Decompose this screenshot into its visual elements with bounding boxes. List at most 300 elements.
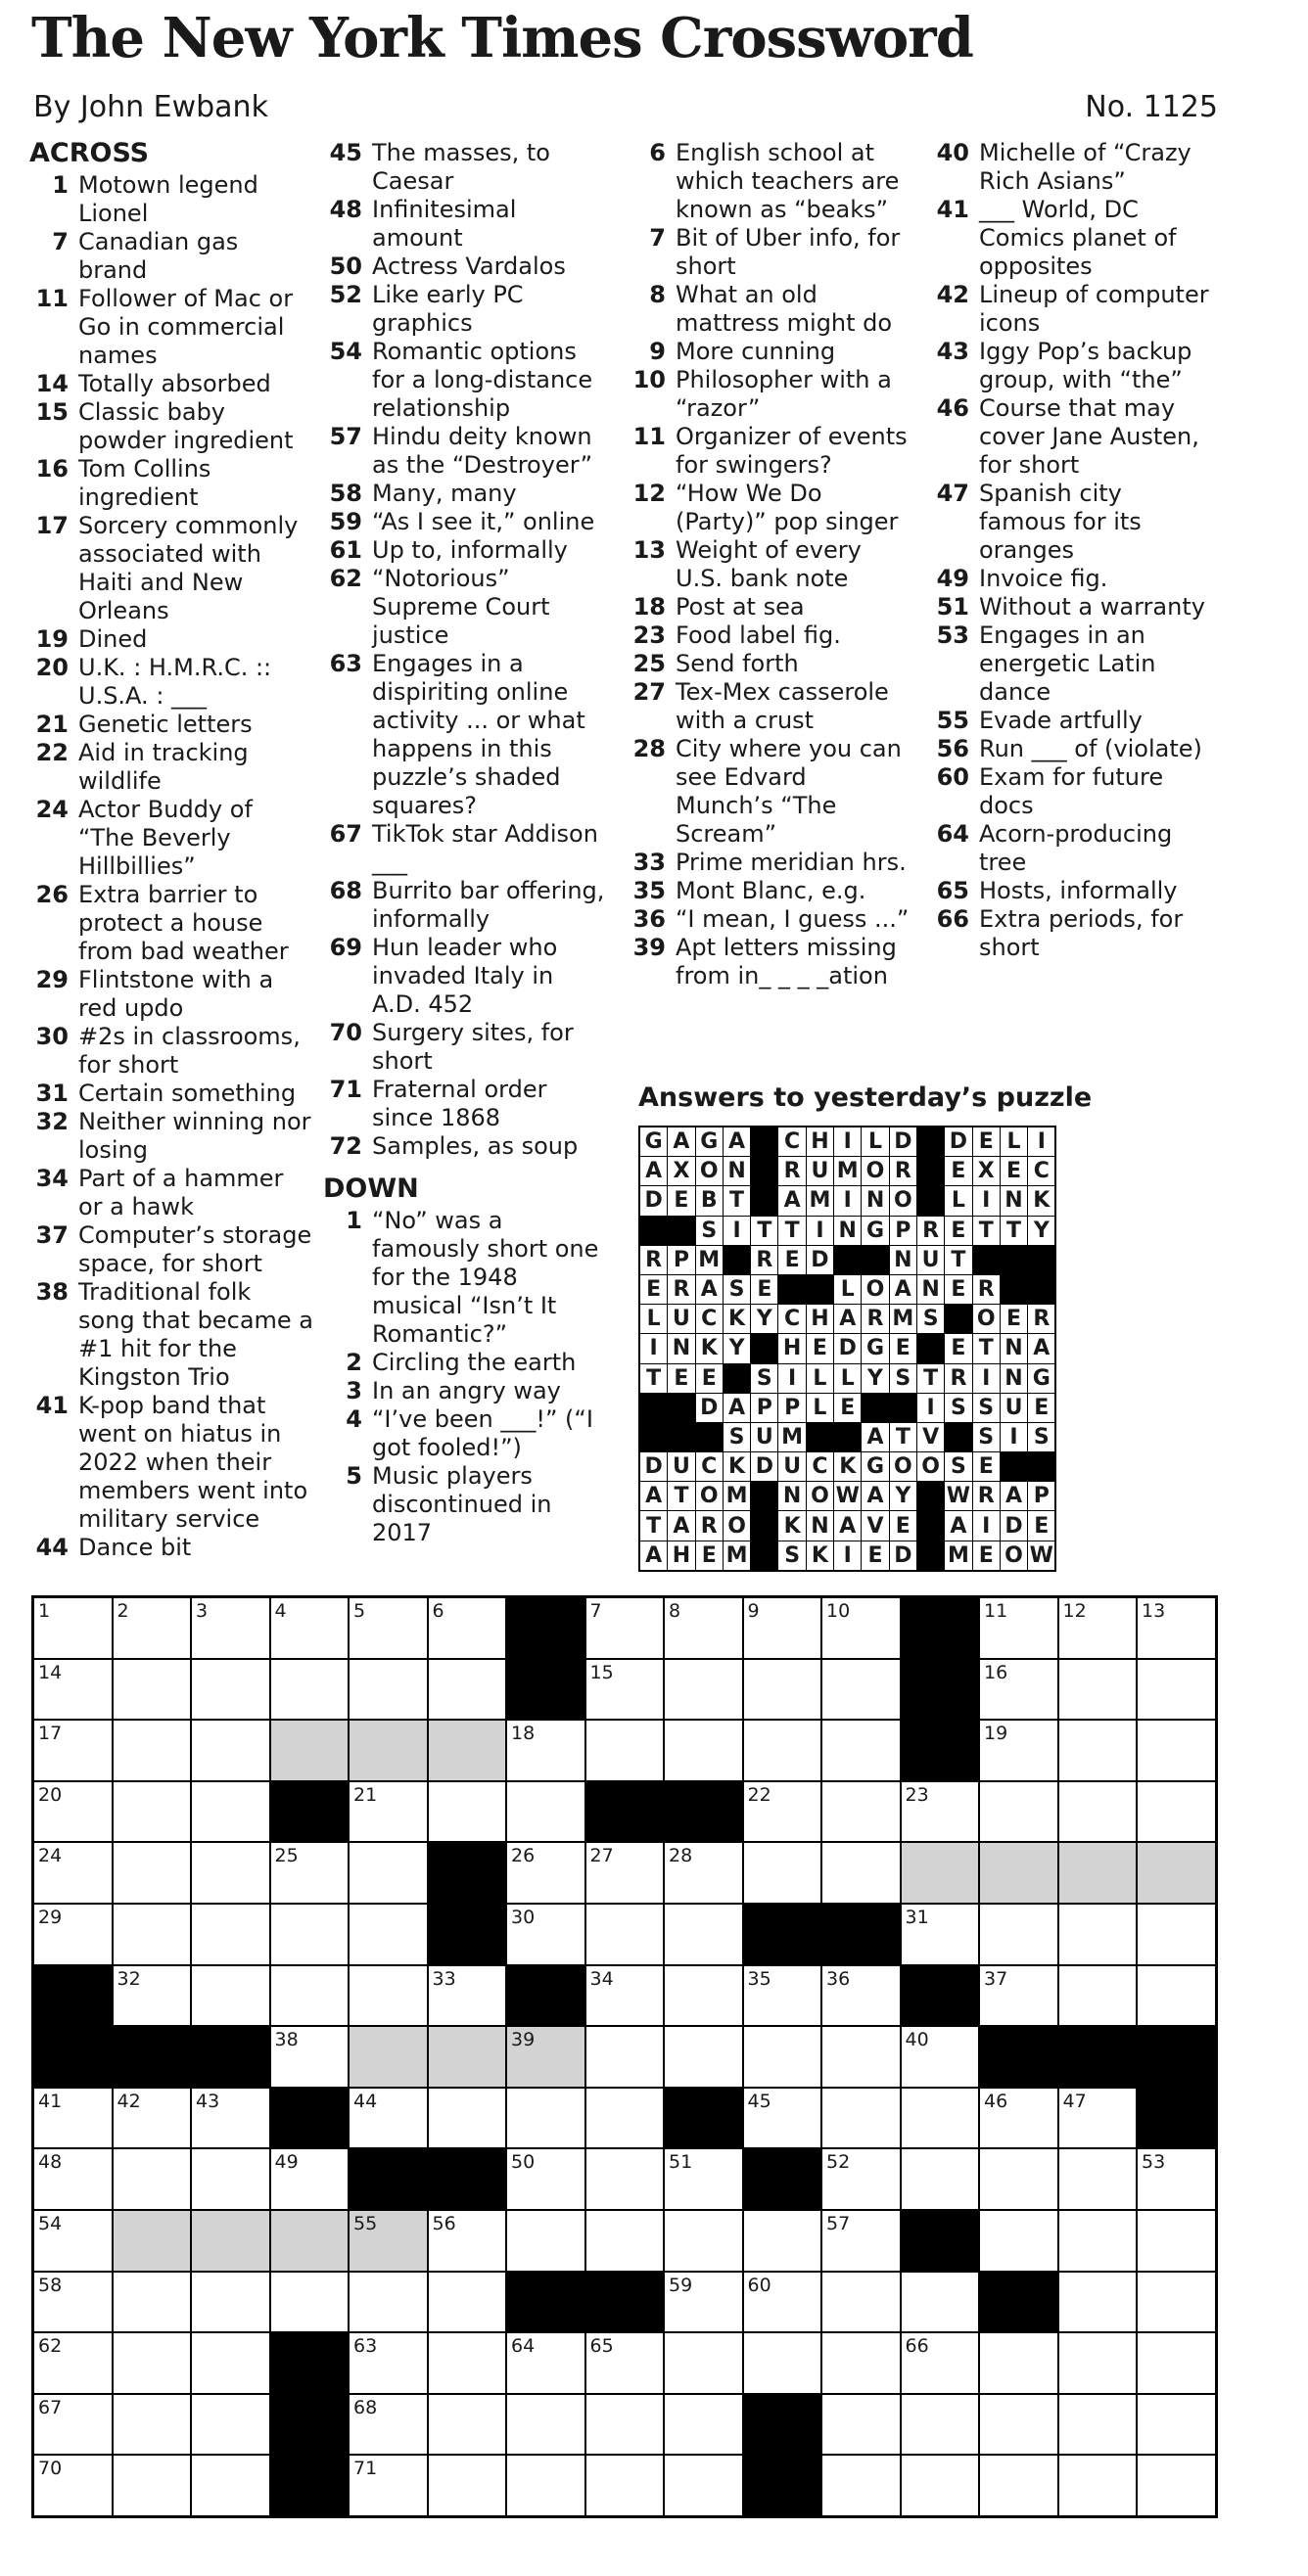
- grid-cell[interactable]: [586, 1721, 664, 1780]
- answer-letter: H: [668, 1541, 694, 1570]
- shaded-cell[interactable]: [1138, 1843, 1215, 1903]
- grid-cell[interactable]: [586, 2211, 664, 2271]
- grid-cell[interactable]: [1059, 1721, 1137, 1780]
- grid-cell[interactable]: [34, 1782, 112, 1842]
- answer-letter: E: [973, 1127, 1000, 1156]
- clue-number: 54: [329, 338, 362, 365]
- grid-cell[interactable]: [902, 2395, 979, 2455]
- grid-cell[interactable]: [114, 1660, 191, 1720]
- answer-letter: T: [973, 1217, 1000, 1245]
- clue-item: [29, 625, 313, 654]
- answer-letter: C: [778, 1305, 805, 1333]
- grid-cell[interactable]: [429, 2456, 506, 2515]
- grid-cell[interactable]: [429, 2395, 506, 2455]
- answer-letter: N: [834, 1217, 861, 1245]
- grid-cell[interactable]: [980, 2211, 1057, 2271]
- answer-black-square: [917, 1127, 944, 1156]
- grid-cell[interactable]: [1059, 1660, 1137, 1720]
- grid-cell[interactable]: [902, 2089, 979, 2148]
- grid-cell[interactable]: [34, 1598, 112, 1658]
- cell-number: 28: [669, 1845, 693, 1867]
- clue-text: K-pop band that went on hiatus in 2022 when their members went into military service: [78, 1392, 308, 1533]
- grid-cell[interactable]: [586, 2333, 664, 2393]
- grid-cell[interactable]: [1138, 2395, 1215, 2455]
- clue-item: [627, 849, 911, 877]
- shaded-cell[interactable]: [192, 2211, 269, 2271]
- grid-cell[interactable]: [507, 1782, 584, 1842]
- shaded-cell[interactable]: [350, 2027, 427, 2087]
- grid-cell[interactable]: [192, 2273, 269, 2332]
- grid-cell[interactable]: [665, 1660, 742, 1720]
- answer-black-square: [1028, 1275, 1054, 1304]
- grid-cell[interactable]: [902, 1905, 979, 1964]
- grid-cell[interactable]: [1059, 1966, 1137, 2026]
- grid-cell[interactable]: [980, 1660, 1057, 1720]
- grid-cell[interactable]: [192, 2089, 269, 2148]
- grid-cell[interactable]: [507, 2089, 584, 2148]
- grid-cell[interactable]: [1059, 1782, 1137, 1842]
- clue-text: Samples, as soup: [372, 1132, 579, 1160]
- grid-cell[interactable]: [586, 1905, 664, 1964]
- grid-cell[interactable]: [507, 2395, 584, 2455]
- grid-cell[interactable]: [271, 1598, 349, 1658]
- grid-cell[interactable]: [665, 1966, 742, 2026]
- grid-cell[interactable]: [665, 1905, 742, 1964]
- black-square: [1138, 2089, 1215, 2148]
- grid-cell[interactable]: [271, 2273, 349, 2332]
- answer-black-square: [751, 1157, 777, 1185]
- clue-number: 64: [936, 820, 969, 848]
- clue-number: 13: [632, 536, 666, 564]
- clue-text: TikTok star Addison ___: [372, 820, 598, 876]
- answer-letter: E: [1028, 1394, 1054, 1422]
- grid-cell[interactable]: [744, 1598, 821, 1658]
- grid-cell[interactable]: [980, 1966, 1057, 2026]
- answer-letter: A: [640, 1482, 667, 1510]
- grid-cell[interactable]: [902, 2333, 979, 2393]
- grid-cell[interactable]: [350, 1843, 427, 1903]
- grid-cell[interactable]: [744, 1843, 821, 1903]
- clue-number: 63: [329, 650, 362, 677]
- shaded-cell[interactable]: [271, 2211, 349, 2271]
- grid-cell[interactable]: [350, 2273, 427, 2332]
- clue-number: 32: [35, 1108, 69, 1135]
- clue-text: Actress Vardalos: [372, 253, 566, 280]
- grid-cell[interactable]: [586, 1660, 664, 1720]
- clue-number: 1: [346, 1207, 362, 1234]
- grid-cell[interactable]: [429, 1966, 506, 2026]
- grid-cell[interactable]: [1059, 2395, 1137, 2455]
- grid-cell[interactable]: [1059, 2211, 1137, 2271]
- grid-cell[interactable]: [114, 2333, 191, 2393]
- clue-item: [323, 1132, 607, 1161]
- answer-letter: T: [668, 1482, 694, 1510]
- grid-cell[interactable]: [350, 1905, 427, 1964]
- grid-cell[interactable]: [271, 1843, 349, 1903]
- grid-cell[interactable]: [114, 1721, 191, 1780]
- grid-cell[interactable]: [114, 2149, 191, 2209]
- grid-cell[interactable]: [744, 2333, 821, 2393]
- answer-letter: O: [917, 1452, 944, 1481]
- answer-letter: D: [751, 1452, 777, 1481]
- grid-cell[interactable]: [822, 2395, 900, 2455]
- grid-cell[interactable]: [192, 2456, 269, 2515]
- black-square: [271, 1782, 349, 1842]
- clue-text: English school at which teachers are known as “beaks”: [676, 139, 900, 223]
- grid-cell[interactable]: [980, 1905, 1057, 1964]
- answer-letter: R: [917, 1217, 944, 1245]
- grid-cell[interactable]: [586, 1966, 664, 2026]
- grid-cell[interactable]: [34, 2149, 112, 2209]
- grid-cell[interactable]: [271, 2149, 349, 2209]
- grid-cell[interactable]: [665, 2211, 742, 2271]
- clue-item: [627, 593, 911, 621]
- grid-cell[interactable]: [34, 2395, 112, 2455]
- answer-letter: S: [973, 1423, 1000, 1451]
- grid-cell[interactable]: [350, 2333, 427, 2393]
- grid-cell[interactable]: [586, 2456, 664, 2515]
- cell-number: 27: [589, 1845, 614, 1867]
- grid-cell[interactable]: [744, 2273, 821, 2332]
- grid-cell[interactable]: [350, 2089, 427, 2148]
- answers-title: Answers to yesterday’s puzzle: [638, 1082, 1093, 1113]
- grid-cell[interactable]: [1138, 1782, 1215, 1842]
- answer-letter: R: [862, 1305, 888, 1333]
- cell-number: 24: [38, 1845, 63, 1867]
- shaded-cell[interactable]: [980, 1843, 1057, 1903]
- grid-cell[interactable]: [34, 1905, 112, 1964]
- cell-number: 39: [511, 2029, 536, 2051]
- grid-cell[interactable]: [350, 1660, 427, 1720]
- grid-cell[interactable]: [34, 2089, 112, 2148]
- grid-cell[interactable]: [1138, 2333, 1215, 2393]
- grid-cell[interactable]: [34, 1843, 112, 1903]
- cell-number: 23: [905, 1783, 929, 1806]
- clue-item: [627, 934, 911, 990]
- grid-cell[interactable]: [507, 1721, 584, 1780]
- answer-black-square: [917, 1186, 944, 1215]
- grid-cell[interactable]: [350, 1782, 427, 1842]
- grid-cell[interactable]: [192, 1905, 269, 1964]
- answer-letter: I: [917, 1394, 944, 1422]
- answer-letter: N: [724, 1157, 750, 1185]
- answer-letter: D: [834, 1334, 861, 1362]
- grid-cell[interactable]: [34, 2273, 112, 2332]
- grid-cell[interactable]: [429, 1782, 506, 1842]
- answer-letter: R: [1028, 1305, 1054, 1333]
- grid-cell[interactable]: [34, 2211, 112, 2271]
- cell-number: 44: [353, 2090, 378, 2112]
- clue-number: 56: [936, 735, 969, 762]
- grid-cell[interactable]: [350, 1598, 427, 1658]
- shaded-cell[interactable]: [507, 2027, 584, 2087]
- grid-cell[interactable]: [192, 1660, 269, 1720]
- grid-cell[interactable]: [822, 2273, 900, 2332]
- grid-cell[interactable]: [822, 1843, 900, 1903]
- cell-number: 20: [38, 1783, 63, 1806]
- grid-cell[interactable]: [980, 2149, 1057, 2209]
- clue-number: 29: [35, 966, 69, 993]
- grid-cell[interactable]: [192, 1966, 269, 2026]
- grid-cell[interactable]: [507, 1843, 584, 1903]
- grid-cell[interactable]: [665, 2027, 742, 2087]
- grid-cell[interactable]: [822, 1782, 900, 1842]
- grid-cell[interactable]: [34, 2333, 112, 2393]
- clue-item: [29, 512, 313, 625]
- grid-cell[interactable]: [429, 1598, 506, 1658]
- grid-cell[interactable]: [980, 2333, 1057, 2393]
- grid-cell[interactable]: [822, 2456, 900, 2515]
- grid-cell[interactable]: [980, 2089, 1057, 2148]
- clue-text: Traditional folk song that became a #1 hit for the Kingston Trio: [78, 1278, 314, 1391]
- grid-cell[interactable]: [1138, 1598, 1215, 1658]
- grid-cell[interactable]: [114, 2273, 191, 2332]
- grid-cell[interactable]: [1059, 2149, 1137, 2209]
- grid-cell[interactable]: [1138, 1721, 1215, 1780]
- grid-cell[interactable]: [34, 2456, 112, 2515]
- clue-item: [29, 228, 313, 285]
- answer-letter: P: [668, 1246, 694, 1274]
- grid-cell[interactable]: [429, 2333, 506, 2393]
- grid-cell[interactable]: [665, 2149, 742, 2209]
- cell-number: 31: [905, 1906, 929, 1928]
- clue-item: [627, 480, 911, 536]
- clue-number: 14: [35, 370, 69, 397]
- answer-letter: R: [640, 1246, 667, 1274]
- grid-cell[interactable]: [192, 2149, 269, 2209]
- cell-number: 11: [984, 1600, 1008, 1622]
- grid-cell[interactable]: [665, 1598, 742, 1658]
- grid-cell[interactable]: [429, 1660, 506, 1720]
- grid-cell[interactable]: [902, 1782, 979, 1842]
- cell-number: 58: [38, 2274, 63, 2296]
- answer-letter: R: [973, 1482, 1000, 1510]
- clue-item: [627, 536, 911, 593]
- grid-cell[interactable]: [665, 2395, 742, 2455]
- answer-letter: B: [696, 1186, 723, 1215]
- grid-cell[interactable]: [350, 1966, 427, 2026]
- clue-number: 28: [632, 735, 666, 762]
- grid-cell[interactable]: [586, 2089, 664, 2148]
- clue-text: Course that may cover Jane Austen, for short: [979, 394, 1199, 479]
- shaded-cell[interactable]: [350, 2211, 427, 2271]
- clue-item: [29, 455, 313, 512]
- grid-cell[interactable]: [980, 2456, 1057, 2515]
- grid-cell[interactable]: [1059, 2089, 1137, 2148]
- clue-text: Many, many: [372, 480, 517, 507]
- shaded-cell[interactable]: [271, 1721, 349, 1780]
- grid-cell[interactable]: [114, 1843, 191, 1903]
- grid-cell[interactable]: [744, 2089, 821, 2148]
- answer-letter: D: [890, 1127, 916, 1156]
- grid-cell[interactable]: [1138, 2211, 1215, 2271]
- grid-cell[interactable]: [586, 2027, 664, 2087]
- grid-cell[interactable]: [902, 2149, 979, 2209]
- shaded-cell[interactable]: [902, 1843, 979, 1903]
- clue-number: 11: [35, 285, 69, 312]
- clue-item: [627, 338, 911, 366]
- grid-cell[interactable]: [980, 1782, 1057, 1842]
- grid-cell[interactable]: [586, 1598, 664, 1658]
- grid-cell[interactable]: [822, 2211, 900, 2271]
- clue-text: ___ World, DC Comics planet of opposites: [979, 196, 1177, 280]
- answer-black-square: [945, 1423, 971, 1451]
- grid-cell[interactable]: [114, 1905, 191, 1964]
- answer-letter: A: [862, 1482, 888, 1510]
- grid-cell[interactable]: [822, 2089, 900, 2148]
- grid-cell[interactable]: [114, 2395, 191, 2455]
- grid-cell[interactable]: [1138, 1660, 1215, 1720]
- grid-cell[interactable]: [350, 2395, 427, 2455]
- cell-number: 40: [905, 2029, 929, 2051]
- clue-number: 9: [649, 338, 666, 365]
- clue-text: Spanish city famous for its oranges: [979, 480, 1142, 564]
- answer-letter: M: [890, 1305, 916, 1333]
- grid-cell[interactable]: [744, 2211, 821, 2271]
- shaded-cell[interactable]: [350, 1721, 427, 1780]
- grid-cell[interactable]: [1059, 2333, 1137, 2393]
- answer-letter: E: [973, 1452, 1000, 1481]
- grid-cell[interactable]: [271, 1905, 349, 1964]
- grid-cell[interactable]: [665, 1843, 742, 1903]
- answer-black-square: [1028, 1452, 1054, 1481]
- clue-number: 5: [346, 1462, 362, 1490]
- answer-letter: E: [834, 1394, 861, 1422]
- clue-item: [627, 224, 911, 281]
- grid-cell[interactable]: [665, 1721, 742, 1780]
- grid-cell[interactable]: [1059, 2273, 1137, 2332]
- grid-cell[interactable]: [271, 2027, 349, 2087]
- shaded-cell[interactable]: [1059, 1843, 1137, 1903]
- grid-cell[interactable]: [665, 2456, 742, 2515]
- grid-cell[interactable]: [429, 2211, 506, 2271]
- black-square: [586, 2273, 664, 2332]
- grid-cell[interactable]: [822, 1598, 900, 1658]
- shaded-cell[interactable]: [429, 1721, 506, 1780]
- grid-cell[interactable]: [980, 1721, 1057, 1780]
- grid-cell[interactable]: [34, 1721, 112, 1780]
- grid-cell[interactable]: [429, 2089, 506, 2148]
- grid-cell[interactable]: [822, 2027, 900, 2087]
- answer-letter: C: [807, 1452, 833, 1481]
- black-square: [744, 2395, 821, 2455]
- clue-text: Totally absorbed: [78, 370, 271, 397]
- grid-cell[interactable]: [507, 1905, 584, 1964]
- grid-cell[interactable]: [192, 1782, 269, 1842]
- answer-black-square: [751, 1127, 777, 1156]
- grid-cell[interactable]: [980, 1598, 1057, 1658]
- grid-cell[interactable]: [192, 1721, 269, 1780]
- cell-number: 45: [747, 2090, 771, 2112]
- grid-cell[interactable]: [586, 2395, 664, 2455]
- grid-cell[interactable]: [192, 1598, 269, 1658]
- shaded-cell[interactable]: [114, 2211, 191, 2271]
- grid-cell[interactable]: [822, 1721, 900, 1780]
- answer-black-square: [640, 1217, 667, 1245]
- grid-cell[interactable]: [1138, 2149, 1215, 2209]
- grid-cell[interactable]: [507, 2456, 584, 2515]
- clue-number: 62: [329, 565, 362, 592]
- answer-black-square: [724, 1364, 750, 1393]
- grid-cell[interactable]: [822, 1660, 900, 1720]
- answer-letter: Y: [862, 1364, 888, 1393]
- black-square: [902, 1721, 979, 1780]
- grid-cell[interactable]: [114, 1782, 191, 1842]
- grid-cell[interactable]: [114, 1598, 191, 1658]
- grid-cell[interactable]: [34, 1660, 112, 1720]
- clue-item: [323, 536, 607, 565]
- grid-cell[interactable]: [507, 2149, 584, 2209]
- grid-cell[interactable]: [271, 1966, 349, 2026]
- cell-number: 29: [38, 1906, 63, 1928]
- grid-cell[interactable]: [980, 2395, 1057, 2455]
- answer-black-square: [807, 1275, 833, 1304]
- grid-cell[interactable]: [1138, 1905, 1215, 1964]
- grid-cell[interactable]: [822, 2333, 900, 2393]
- grid-cell[interactable]: [586, 2149, 664, 2209]
- clue-item: [323, 139, 607, 196]
- clue-number: 72: [329, 1132, 362, 1160]
- grid-cell[interactable]: [744, 1966, 821, 2026]
- grid-cell[interactable]: [271, 1660, 349, 1720]
- grid-cell[interactable]: [192, 2333, 269, 2393]
- answer-letter: G: [640, 1127, 667, 1156]
- grid-cell[interactable]: [114, 1966, 191, 2026]
- grid-cell[interactable]: [192, 1843, 269, 1903]
- clue-text: Sorcery commonly associated with Haiti and New Orleans: [78, 512, 299, 624]
- grid-cell[interactable]: [1138, 2456, 1215, 2515]
- grid-cell[interactable]: [1059, 1905, 1137, 1964]
- answer-letter: C: [696, 1305, 723, 1333]
- clue-number: 22: [35, 739, 69, 766]
- grid-cell[interactable]: [665, 2273, 742, 2332]
- grid-cell[interactable]: [350, 2456, 427, 2515]
- grid-cell[interactable]: [744, 1721, 821, 1780]
- clue-text: Neither winning nor losing: [78, 1108, 311, 1164]
- answer-letter: L: [862, 1127, 888, 1156]
- grid-cell[interactable]: [744, 1782, 821, 1842]
- grid-cell[interactable]: [1059, 2456, 1137, 2515]
- answer-letter: N: [778, 1482, 805, 1510]
- grid-cell[interactable]: [822, 2149, 900, 2209]
- grid-cell[interactable]: [902, 2456, 979, 2515]
- clue-number: 36: [632, 905, 666, 933]
- grid-cell[interactable]: [744, 1660, 821, 1720]
- grid-cell[interactable]: [902, 2027, 979, 2087]
- grid-cell[interactable]: [114, 2456, 191, 2515]
- grid-cell[interactable]: [1059, 1598, 1137, 1658]
- answer-black-square: [862, 1246, 888, 1274]
- grid-cell[interactable]: [1138, 1966, 1215, 2026]
- grid-cell[interactable]: [507, 2211, 584, 2271]
- shaded-cell[interactable]: [429, 2027, 506, 2087]
- cell-number: 19: [984, 1723, 1008, 1745]
- answer-letter: E: [778, 1246, 805, 1274]
- grid-cell[interactable]: [192, 2395, 269, 2455]
- answer-letter: A: [724, 1127, 750, 1156]
- grid-cell[interactable]: [744, 2027, 821, 2087]
- answer-letter: Y: [751, 1305, 777, 1333]
- grid-cell[interactable]: [822, 1966, 900, 2026]
- grid-cell[interactable]: [902, 2273, 979, 2332]
- grid-cell[interactable]: [586, 1843, 664, 1903]
- grid-cell[interactable]: [507, 2333, 584, 2393]
- grid-cell[interactable]: [1138, 2273, 1215, 2332]
- grid-cell[interactable]: [114, 2089, 191, 2148]
- grid-cell[interactable]: [429, 2273, 506, 2332]
- cell-number: 25: [274, 1845, 299, 1867]
- grid-cell[interactable]: [665, 2333, 742, 2393]
